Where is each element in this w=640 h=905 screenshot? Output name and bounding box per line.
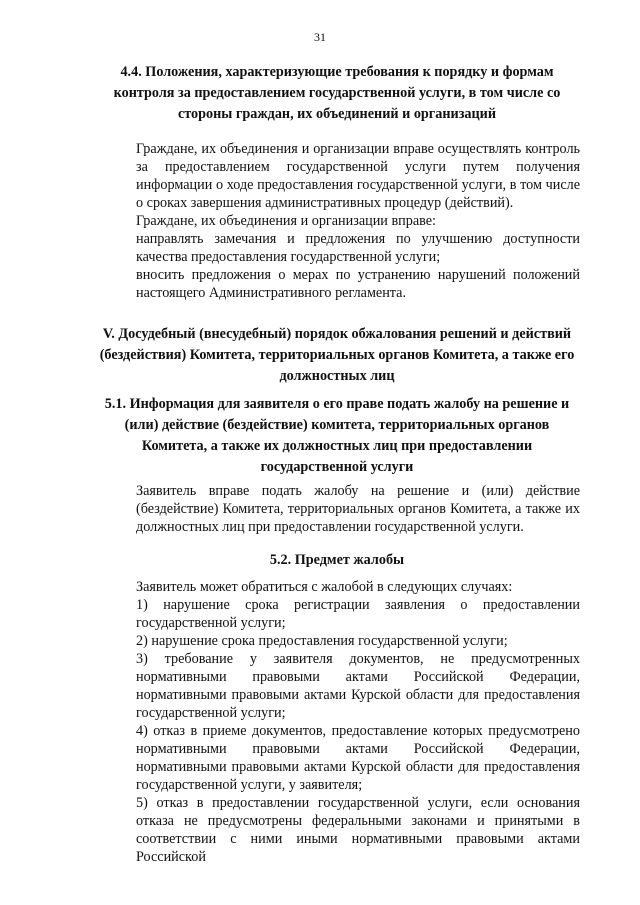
heading-section-v: V. Досудебный (внесудебный) порядок обжалования решений и действий (бездействия) Комитета, территориальных органов Комитета, а также его должностных лиц [99,326,575,384]
paragraph-5-2-item-2: 2) нарушение срока предоставления государственной услуги; [136,633,508,649]
heading-5-1: 5.1. Информация для заявителя о его праве подать жалобу на решение и (или) действие (бездействие) комитета, территориальных органов Комитета, а также их должностных лиц при предоставлении государственной услуги [104,396,570,475]
paragraph-5-2-item-1: 1) нарушение срока регистрации заявления о предоставлении государственной услуги; [136,597,580,631]
paragraph-5-2 [98,578,580,866]
paragraph-5-2-item-3: 3) требование у заявителя документов, не предусмотренных нормативными правовыми актами Российской Федерации, нормативными правовыми актами Курской области для предоставления государственной услуги; [136,651,580,721]
paragraph-4-4-line-1: Граждане, их объединения и организации вправе осуществлять контроль за предоставлением государственной услуги путем получения информации о ходе предоставления государственной услуги, в том числе о сроках завершения административных процедур (действий). [136,141,580,211]
paragraph-5-2-item-5: 5) отказ в предоставлении государственной услуги, если основания отказа не предусмотрены федеральными законами и принятыми в соответствии с ними иными нормативными правовыми актами Российской [136,795,580,865]
paragraph-5-1 [98,482,580,536]
page-number: 31 [314,30,326,44]
paragraph-5-1-text: Заявитель вправе подать жалобу на решение и (или) действие (бездействие) Комитета, территориальных органов Комитета, а также их должностных лиц при предоставлении государственной услуги. [136,483,580,535]
paragraph-5-2-line-1: Заявитель может обратиться с жалобой в следующих случаях: [136,579,513,595]
heading-5-2: 5.2. Предмет жалобы [269,552,405,568]
paragraph-4-4-line-4: вносить предложения о мерах по устранению нарушений положений настоящего Административного регламента. [136,267,580,301]
paragraph-4-4-line-3: направлять замечания и предложения по улучшению доступности качества предоставления государственной услуги; [136,231,580,265]
heading-4-4: 4.4. Положения, характеризующие требования к порядку и формам контроля за предоставлением государственной услуги, в том числе со стороны граждан, их объединений и организаций [113,64,561,122]
paragraph-4-4-line-2: Граждане, их объединения и организации вправе: [136,213,436,229]
paragraph-5-2-item-4: 4) отказ в приеме документов, предоставление которых предусмотрено нормативными правовыми актами Российской Федерации, нормативными правовыми актами Курской области для предоставления государственной услуги, у заявителя; [136,723,580,793]
paragraph-4-4 [98,140,580,302]
